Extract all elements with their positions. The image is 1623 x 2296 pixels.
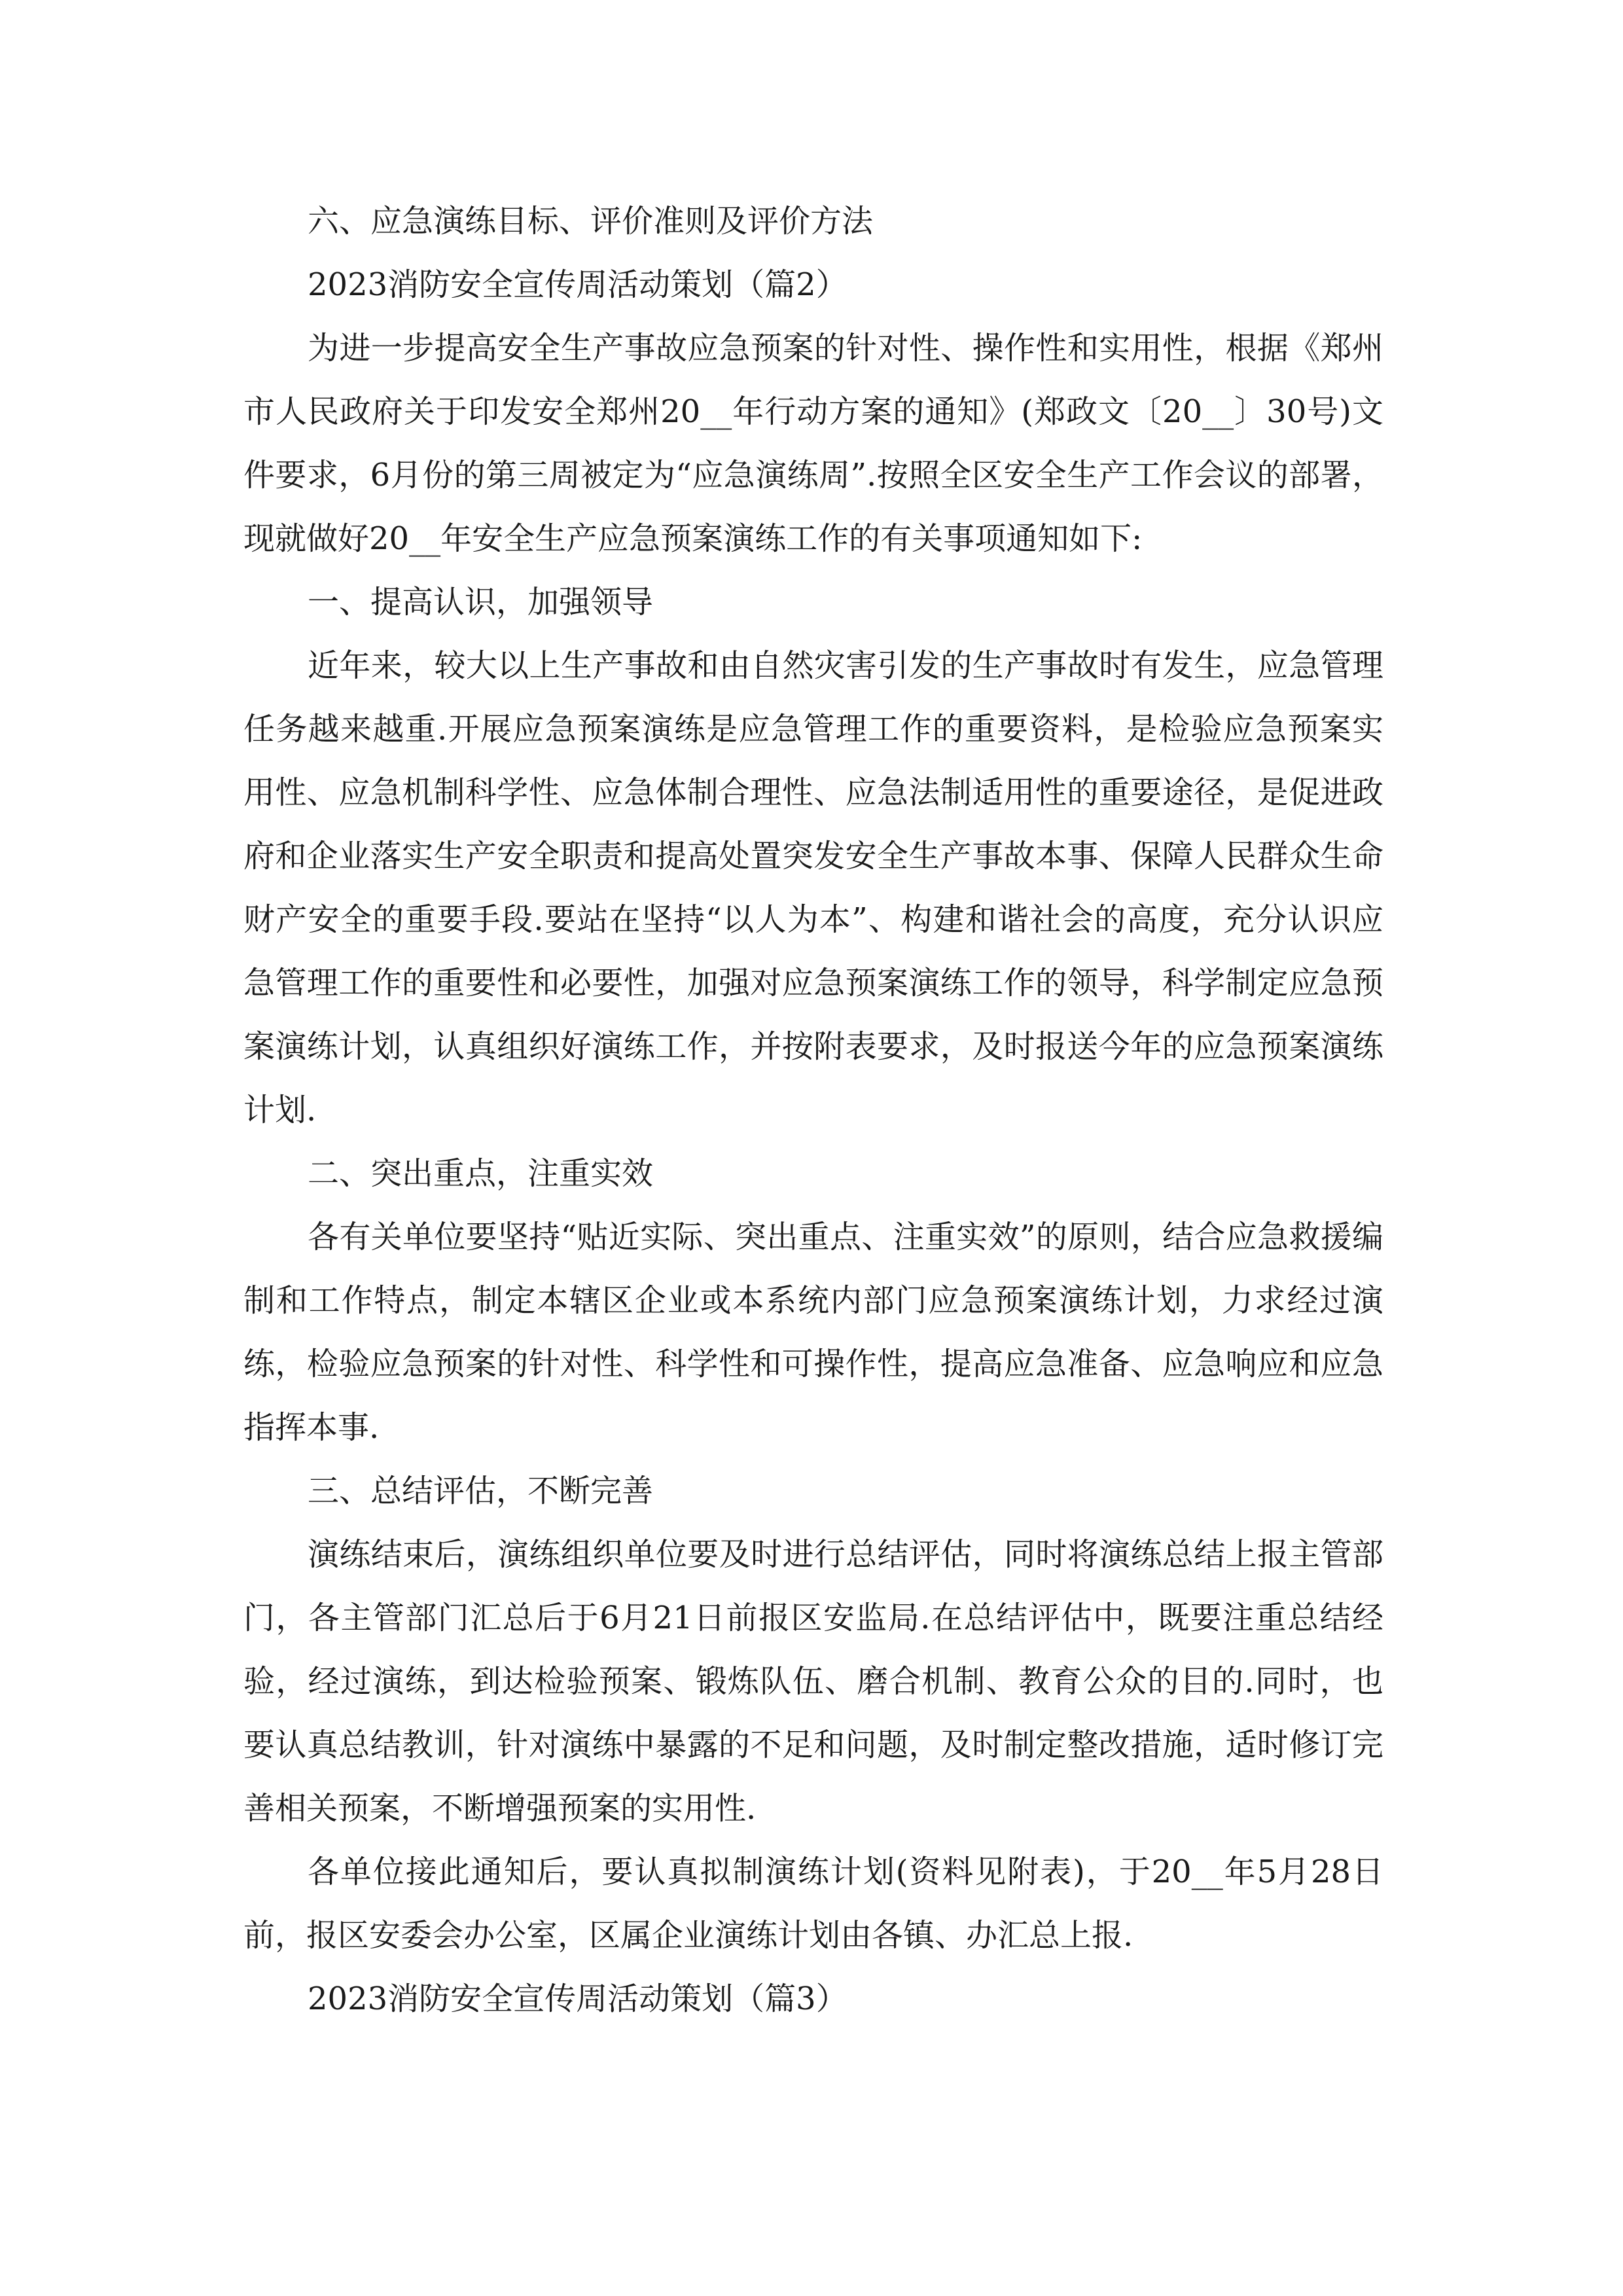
article-title-part-3: 2023消防安全宣传周活动策划（篇3） <box>308 1981 847 2017</box>
section-heading-six: 六、应急演练目标、评价准则及评价方法 <box>308 203 874 240</box>
section-heading-one: 一、提高认识，加强领导 <box>308 584 654 620</box>
section-heading-two: 二、突出重点，注重实效 <box>308 1155 654 1192</box>
section-three-paragraph: 演练结束后，演练组织单位要及时进行总结评估，同时将演练总结上报主管部门，各主管部门汇总后于6月21日前报区安监局.在总结评估中，既要注重总结经验，经过演练，到达检验预案、锻炼队伍、磨合机制、教育公众的目的.同时，也要认真总结教训，针对演练中暴露的不足和问题，及时制定整改措施，适时修订完善相关预案，不断增强预案的实用性. <box>243 1536 1383 1827</box>
section-two-paragraph: 各有关单位要坚持“贴近实际、突出重点、注重实效”的原则，结合应急救援编制和工作特点，制定本辖区企业或本系统内部门应急预案演练计划，力求经过演练，检验应急预案的针对性、科学性和可操作性，提高应急准备、应急响应和应急指挥本事. <box>243 1219 1383 1446</box>
closing-paragraph: 各单位接此通知后，要认真拟制演练计划(资料见附表)，于20__年5月28日前，报区安委会办公室，区属企业演练计划由各镇、办汇总上报. <box>243 1854 1383 1954</box>
section-heading-three: 三、总结评估，不断完善 <box>308 1473 654 1509</box>
article-title-part-2: 2023消防安全宣传周活动策划（篇2） <box>308 266 847 303</box>
section-one-paragraph: 近年来，较大以上生产事故和由自然灾害引发的生产事故时有发生，应急管理任务越来越重.开展应急预案演练是应急管理工作的重要资料，是检验应急预案实用性、应急机制科学性、应急体制合理性、应急法制适用性的重要途径，是促进政府和企业落实生产安全职责和提高处置突发安全生产事故本事、保障人民群众生命财产安全的重要手段.要站在坚持“以人为本”、构建和谐社会的高度，充分认识应急管理工作的重要性和必要性，加强对应急预案演练工作的领导，科学制定应急预案演练计划，认真组织好演练工作，并按附表要求，及时报送今年的应急预案演练计划. <box>243 647 1383 1128</box>
intro-paragraph: 为进一步提高安全生产事故应急预案的针对性、操作性和实用性，根据《郑州市人民政府关于印发安全郑州20__年行动方案的通知》(郑政文〔20__〕30号)文件要求，6月份的第三周被定为“应急演练周”.按照全区安全生产工作会议的部署，现就做好20__年安全生产应急预案演练工作的有关事项通知如下: <box>243 330 1383 557</box>
document-body <box>243 190 1383 2031</box>
